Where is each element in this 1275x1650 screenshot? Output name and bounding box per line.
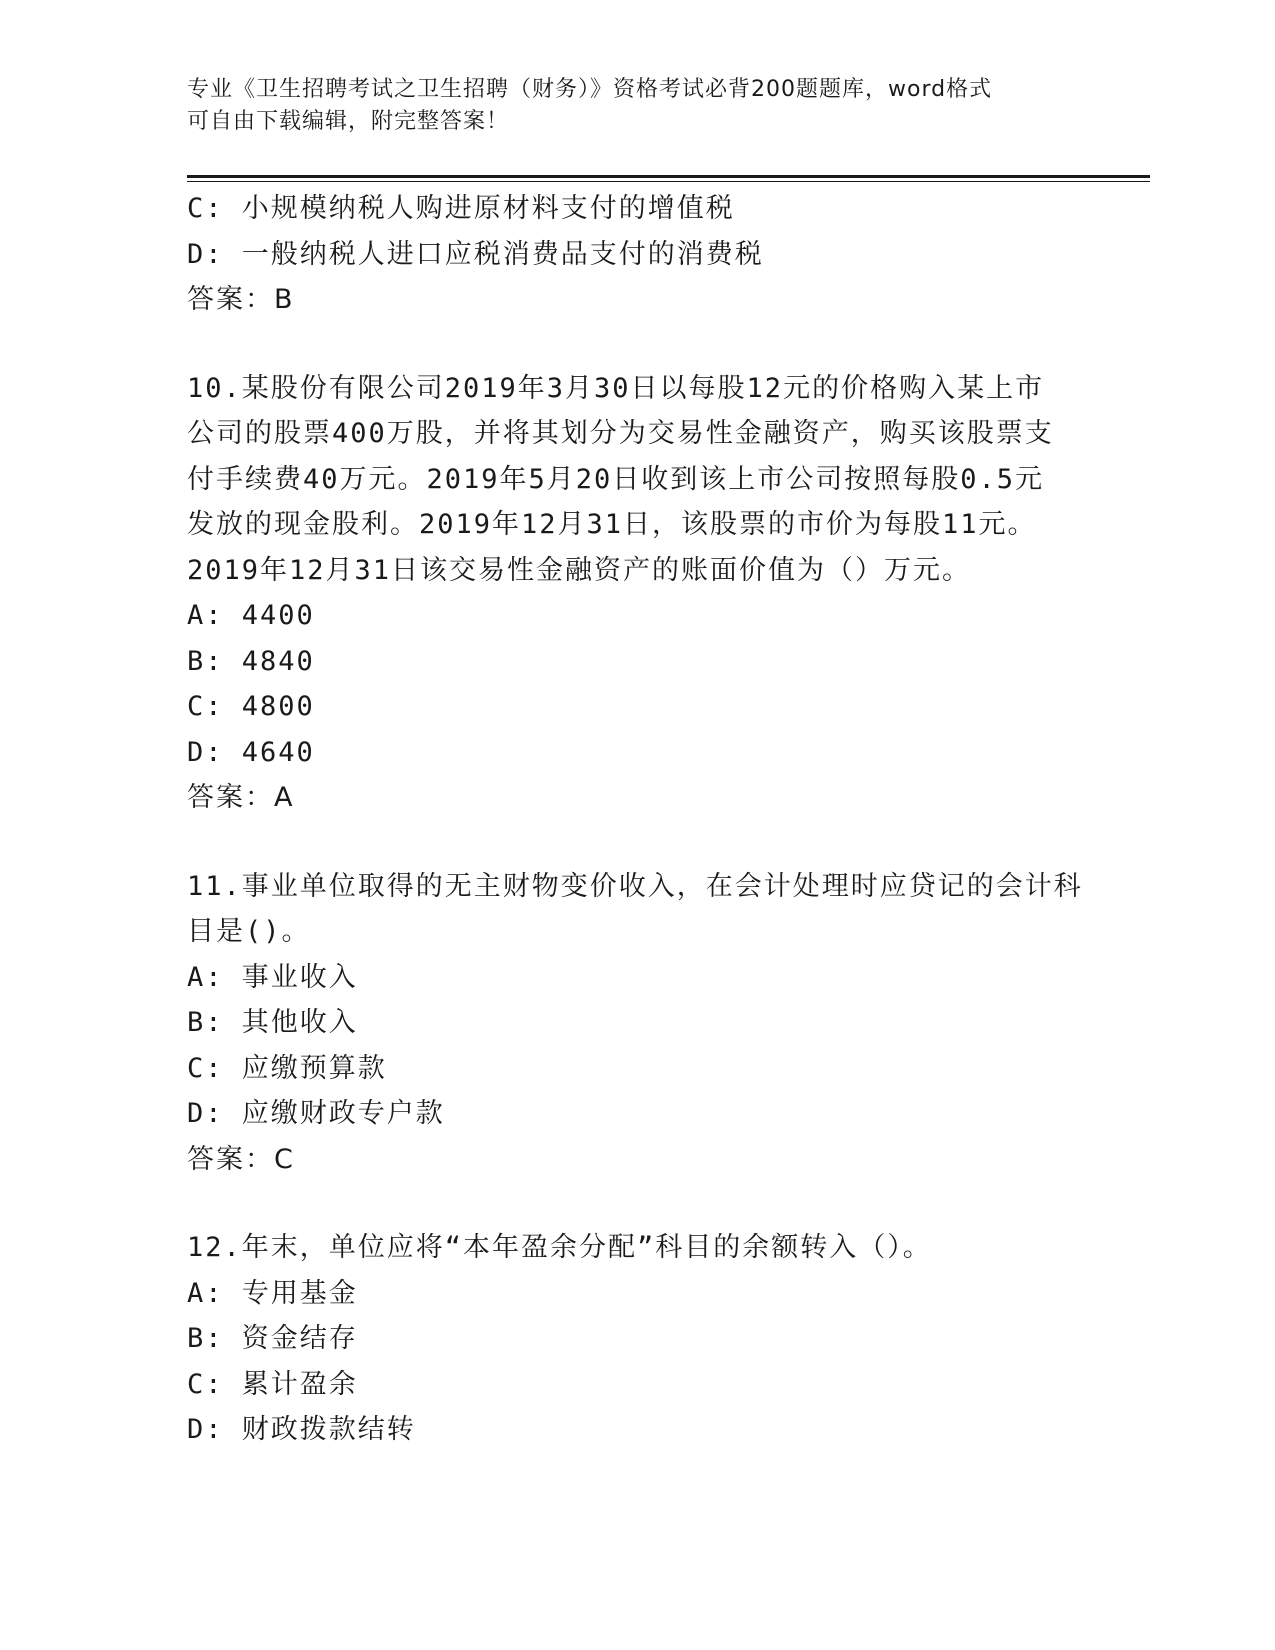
question-spacer (187, 821, 1087, 864)
option-d: D: 一般纳税人进口应税消费品支付的消费税 (187, 238, 764, 270)
question-12 (187, 1225, 1087, 1453)
question-stem-line: 12.年末，单位应将“本年盈余分配”科目的余额转入（）。 (187, 1232, 932, 1263)
option-a: A: 事业收入 (187, 961, 358, 993)
question-stem-line: 发放的现金股利。2019年12月31日，该股票的市价为每股11元。 (187, 509, 1037, 540)
question-9-tail (187, 186, 1087, 323)
question-stem-line: 付手续费40万元。2019年5月20日收到该上市公司按照每股0.5元 (187, 463, 1045, 495)
header-title-line-2: 可自由下载编辑，附完整答案！ (187, 109, 510, 134)
question-stem-line: 目是()。 (187, 916, 311, 947)
option-c: C: 小规模纳税人购进原材料支付的增值税 (187, 193, 735, 224)
question-spacer (187, 1182, 1087, 1225)
option-c: C: 应缴预算款 (187, 1052, 387, 1084)
question-list (187, 186, 1087, 1453)
answer-line: 答案：C (187, 1143, 295, 1175)
question-stem-line: 11.事业单位取得的无主财物变价收入，在会计处理时应贷记的会计科 (187, 870, 1083, 902)
option-c: C: 4800 (187, 691, 315, 722)
question-stem-line: 2019年12月31日该交易性金融资产的账面价值为（）万元。 (187, 554, 972, 586)
question-stem-line: 公司的股票400万股，并将其划分为交易性金融资产，购买该股票支 (187, 418, 1054, 449)
answer-line: 答案：B (187, 284, 295, 315)
option-b: B: 其他收入 (187, 1007, 358, 1038)
option-b: B: 4840 (187, 645, 315, 677)
option-c: C: 累计盈余 (187, 1368, 358, 1400)
question-11 (187, 864, 1087, 1183)
header-divider-thin (187, 181, 1150, 182)
question-10 (187, 366, 1087, 821)
question-stem-line: 10.某股份有限公司2019年3月30日以每股12元的价格购入某上市 (187, 372, 1045, 404)
question-spacer (187, 323, 1087, 366)
option-d: D: 财政拨款结转 (187, 1414, 416, 1445)
page-header (187, 74, 1087, 138)
header-title-line-1: 专业《卫生招聘考试之卫生招聘（财务）》资格考试必背200题题库，word格式 (187, 77, 993, 102)
option-d: D: 4640 (187, 736, 315, 768)
option-d: D: 应缴财政专户款 (187, 1098, 445, 1129)
option-a: A: 专用基金 (187, 1277, 358, 1309)
option-a: A: 4400 (187, 600, 315, 631)
header-divider-thick (187, 175, 1150, 178)
answer-line: 答案：A (187, 782, 295, 813)
option-b: B: 资金结存 (187, 1323, 358, 1354)
